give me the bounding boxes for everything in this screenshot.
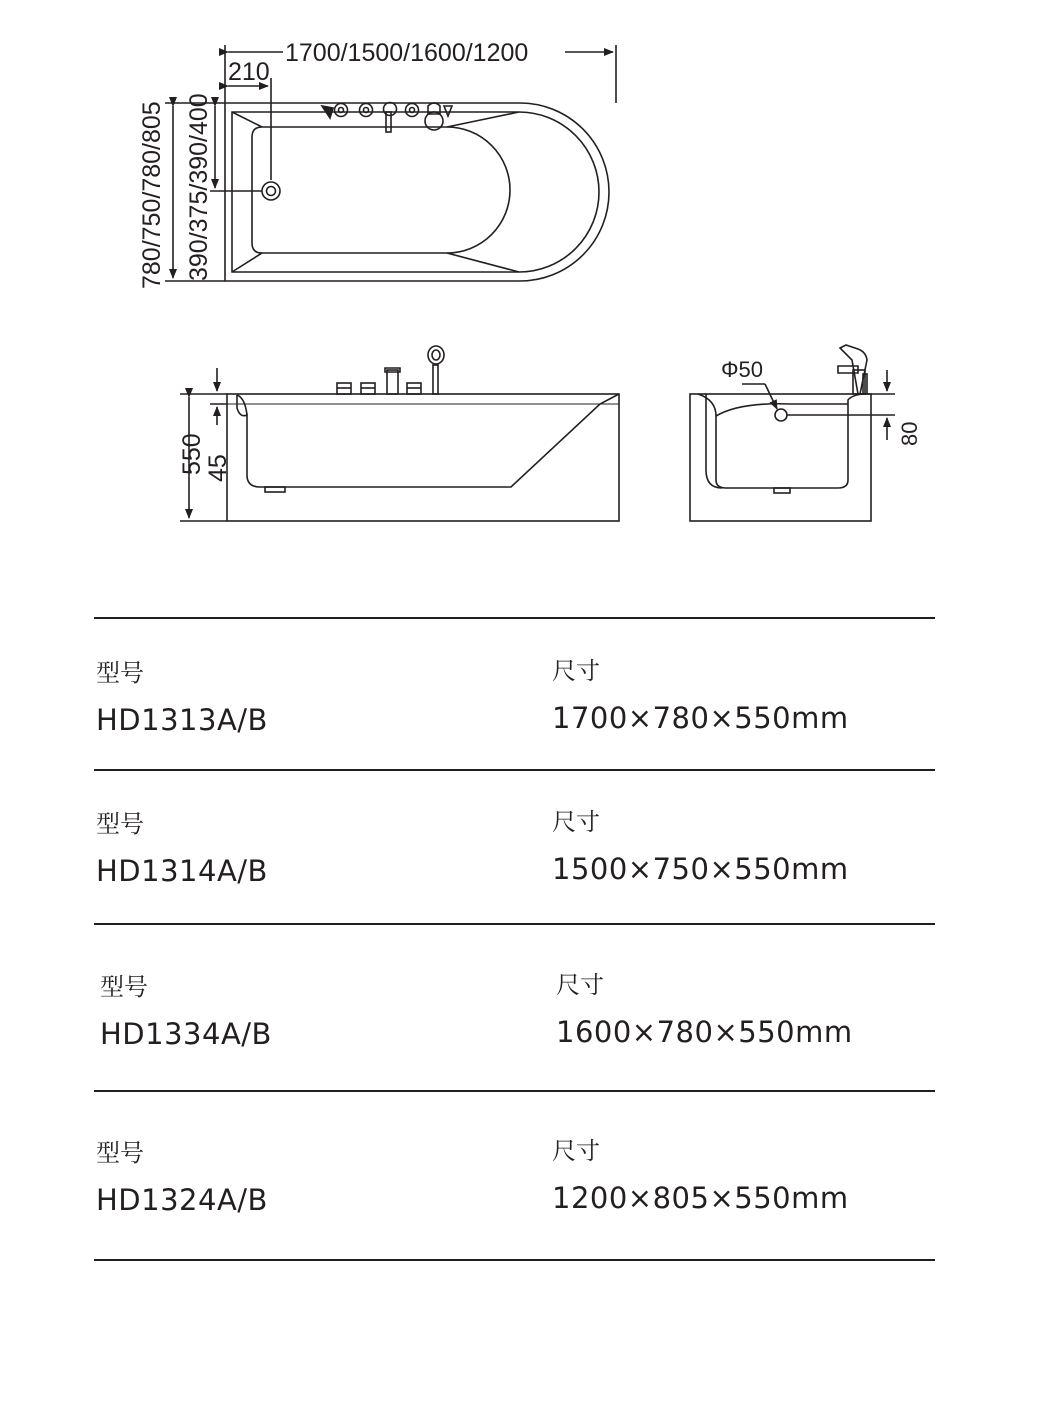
size-label: 尺寸: [552, 1137, 600, 1165]
model-value: HD1334A/B: [100, 1017, 272, 1051]
drain-dimension-label: 390/375/390/400: [185, 93, 213, 281]
rim-dimension-label: 45: [204, 454, 232, 482]
front-faucet-fittings-icon: [337, 346, 444, 394]
model-label: 型号: [96, 659, 144, 687]
technical-drawing: [0, 0, 1042, 580]
model-value: HD1324A/B: [96, 1183, 268, 1217]
model-label: 型号: [96, 1139, 144, 1167]
overflow-icon: [775, 409, 787, 421]
size-value: 1500×750×550mm: [552, 852, 849, 886]
front-view: [180, 346, 619, 521]
overflow-height-label: 80: [897, 421, 922, 446]
side-panel-outline: [690, 394, 871, 521]
overflow-diameter-label: Φ50: [721, 357, 764, 382]
size-value: 1700×780×550mm: [552, 701, 849, 735]
width-dimension-label: 780/750/780/805: [138, 101, 166, 289]
spec-row: [94, 769, 935, 923]
side-basin-profile: [698, 394, 863, 488]
size-label: 尺寸: [556, 971, 604, 999]
spec-row: [94, 923, 935, 1090]
size-label: 尺寸: [552, 657, 600, 685]
spec-row: [94, 617, 935, 769]
size-value: 1200×805×550mm: [552, 1181, 849, 1215]
model-value: HD1314A/B: [96, 854, 268, 888]
drain-icon: [262, 182, 280, 200]
front-panel-outline: [227, 394, 619, 521]
size-label: 尺寸: [552, 808, 600, 836]
tub-rim-line: [232, 112, 599, 272]
offset-dimension-label: 210: [228, 58, 270, 86]
tub-outer-outline: [225, 103, 609, 281]
front-basin-profile: [237, 394, 619, 487]
length-dimension-label: 1700/1500/1600/1200: [285, 39, 529, 67]
model-label: 型号: [100, 973, 148, 1001]
tub-basin: [252, 127, 510, 253]
side-faucet-icon: [838, 345, 867, 394]
height-dimension-label: 550: [178, 433, 206, 475]
size-value: 1600×780×550mm: [556, 1015, 853, 1049]
spec-row: [94, 1090, 935, 1261]
model-label: 型号: [96, 810, 144, 838]
model-value: HD1313A/B: [96, 703, 268, 737]
spec-table: [94, 617, 935, 1261]
